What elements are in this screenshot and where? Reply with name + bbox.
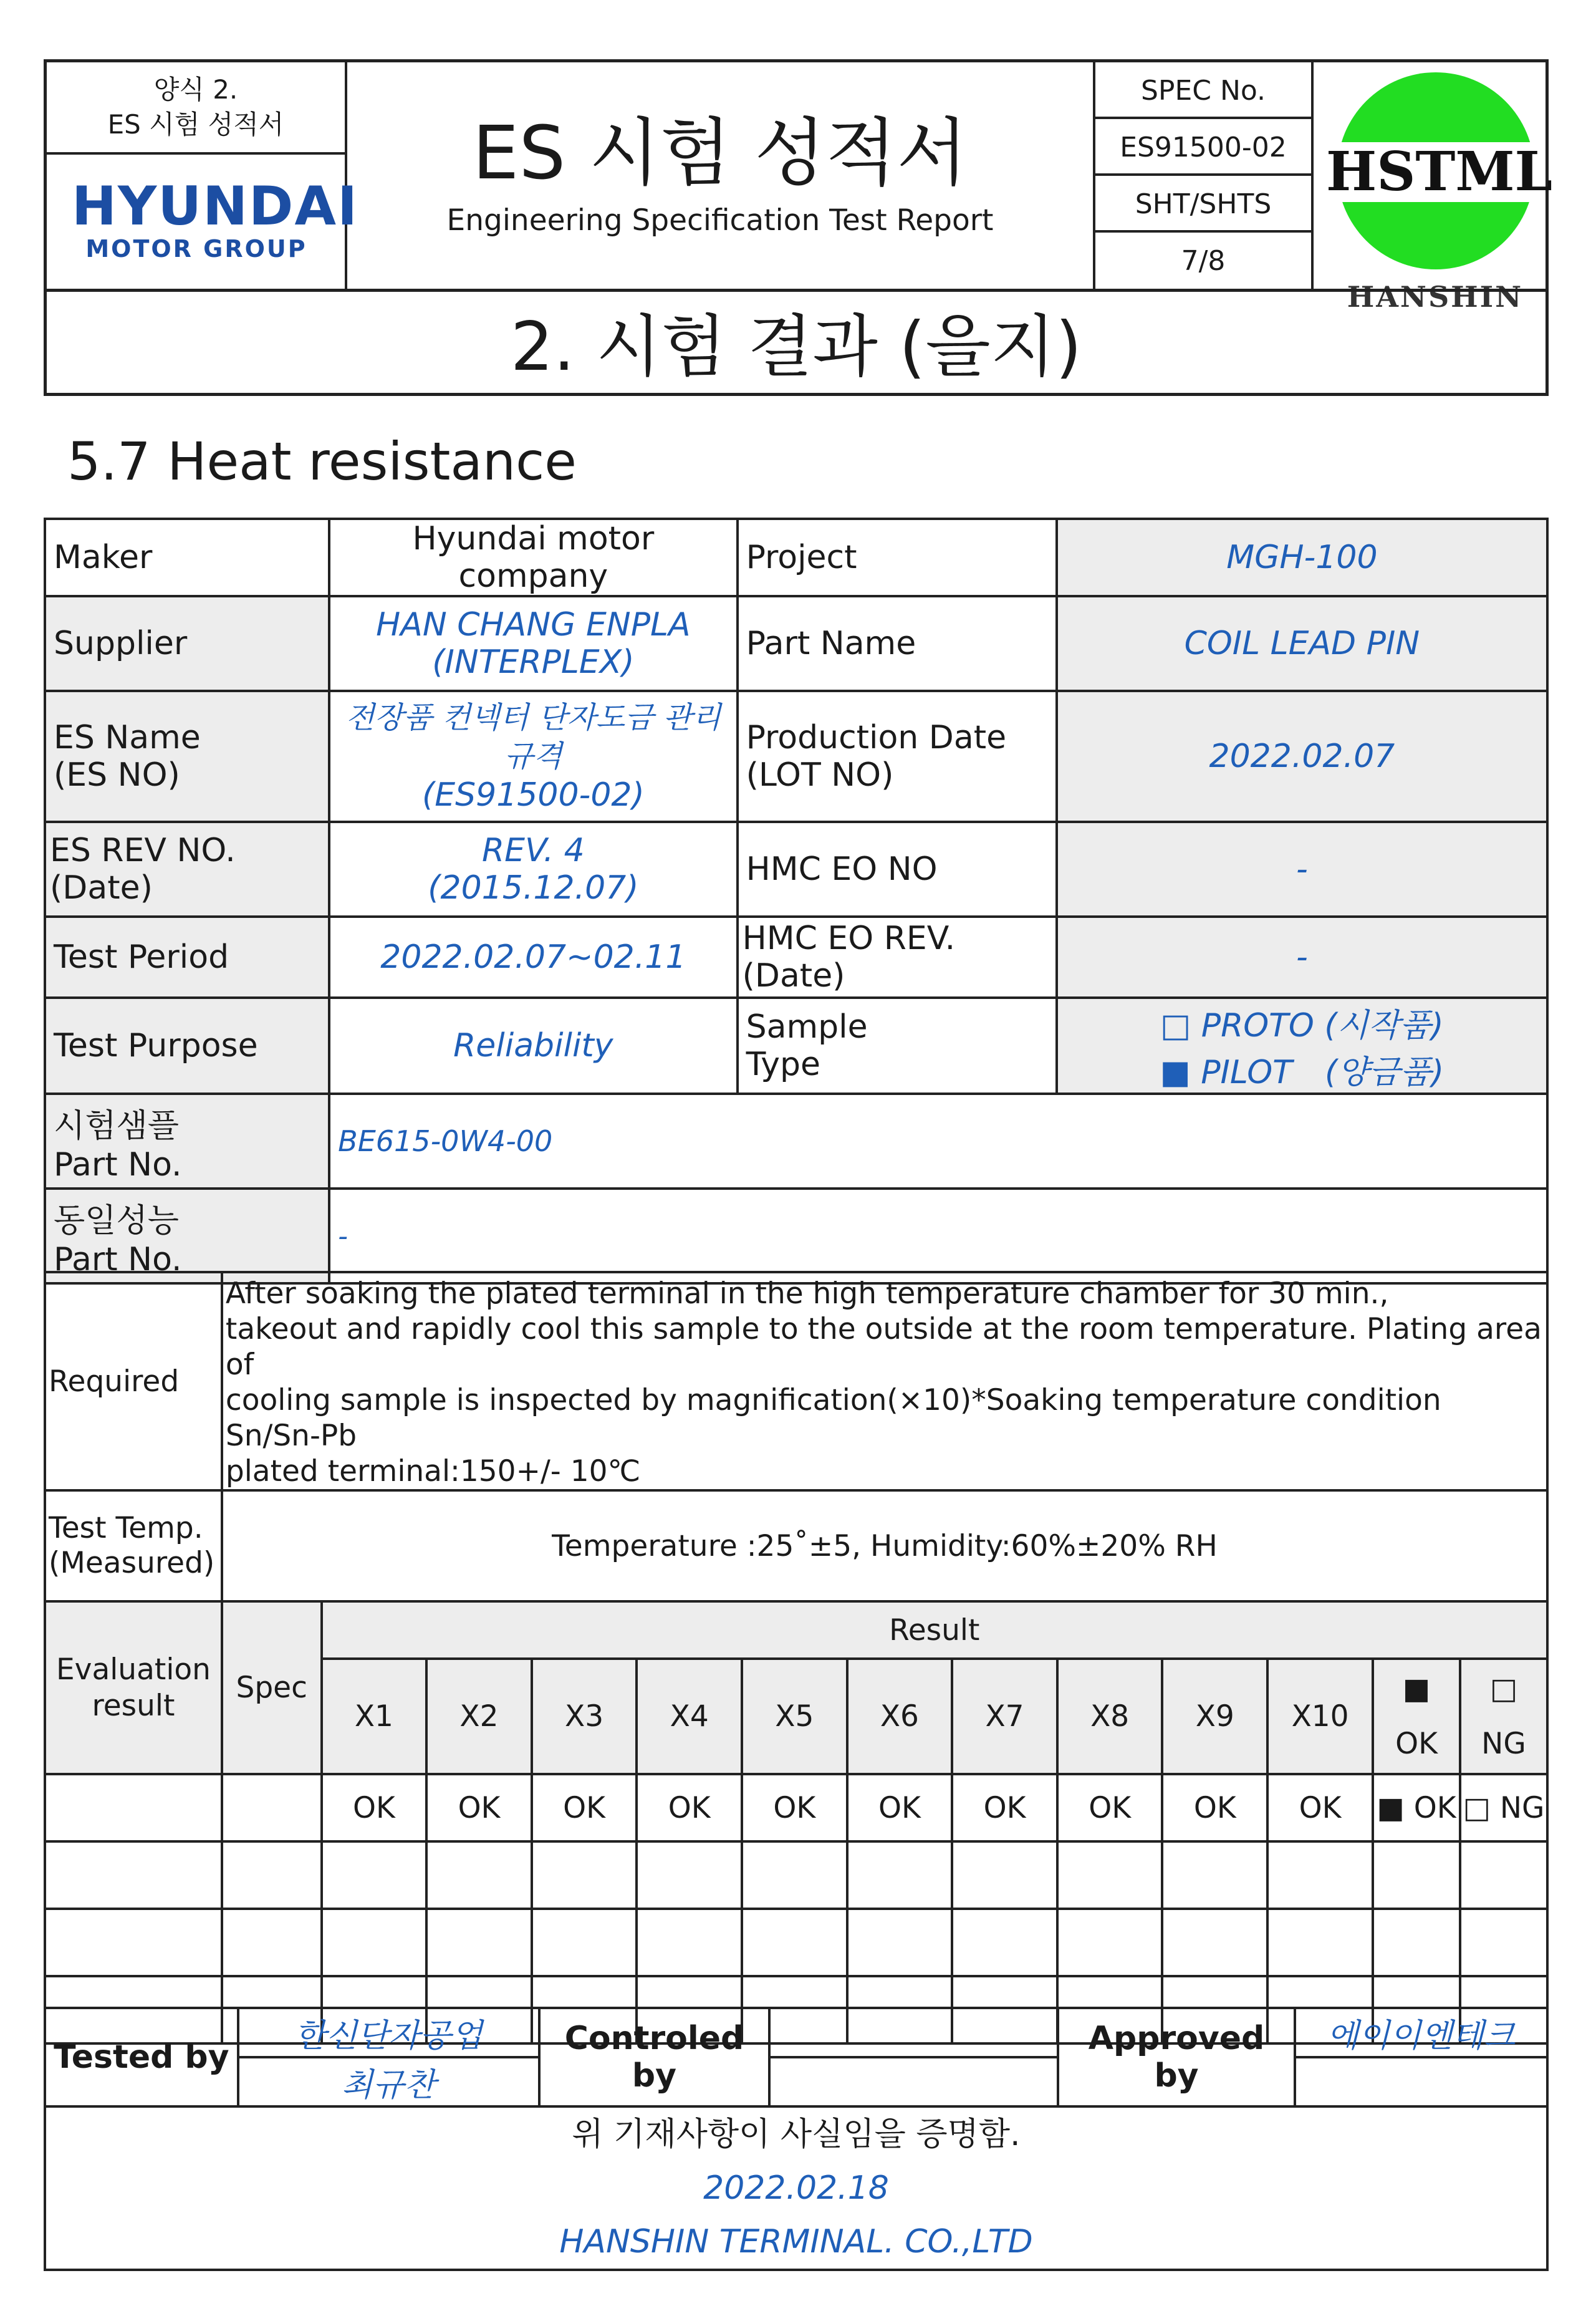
report-header: [44, 59, 1553, 396]
result-x3: OK: [532, 1774, 637, 1841]
column-x9: X9: [1162, 1659, 1267, 1774]
info-table: [44, 518, 1549, 1285]
sample-part-label-line1: 시험샘플: [54, 1107, 179, 1145]
table-cell: [1162, 1909, 1267, 1976]
result-table: [44, 1271, 1549, 2045]
spec-number: ES91500-02: [1095, 119, 1311, 176]
es-rev-value: [329, 822, 737, 917]
spec-type: SHT/SHTS: [1095, 176, 1311, 233]
form-label: [47, 62, 347, 155]
es-name-value: [329, 691, 737, 822]
project-value: MGH-100: [1057, 519, 1547, 596]
es-name-value-line1: 전장품 컨넥터 단자도금 관리: [345, 700, 721, 735]
required-label: Required: [45, 1272, 222, 1490]
table-cell: [222, 1841, 322, 1909]
es-name-value-line2: 규격: [504, 739, 562, 774]
table-cell: [322, 1909, 427, 1976]
sample-type-label-line1: Sample: [746, 1008, 868, 1046]
table-cell: [952, 1841, 1057, 1909]
title-box: [347, 62, 1095, 289]
table-cell: [532, 1909, 637, 1976]
table-cell: [1460, 1841, 1547, 1909]
hmc-eo-rev-value: -: [1057, 917, 1547, 998]
spec-column-label: Spec: [222, 1601, 322, 1774]
table-cell: [742, 1909, 847, 1976]
spec-box: [1095, 62, 1314, 289]
result-label: Result: [322, 1601, 1547, 1659]
table-cell: [1057, 1909, 1163, 1976]
es-name-label-line1: ES Name: [54, 719, 201, 756]
certification-block: [45, 2106, 1547, 2270]
signature-row-top: [45, 2008, 1547, 2057]
table-cell: [742, 1841, 847, 1909]
result-header-row: [45, 1601, 1547, 1659]
required-text-line3: cooling sample is inspected by magnification(×10)*Soaking temperature condition Sn/Sn-Pb: [225, 1383, 1441, 1453]
es-name-label: [45, 691, 329, 822]
result-ok: ■ OK: [1373, 1774, 1460, 1841]
table-cell: [532, 1841, 637, 1909]
controled-by-name: [769, 2057, 1058, 2106]
production-date-label-line2: (LOT NO): [746, 756, 894, 794]
column-x2: X2: [426, 1659, 532, 1774]
hyundai-logo-subtext: MOTOR GROUP: [85, 235, 307, 263]
table-cell: [1057, 1841, 1163, 1909]
table-cell: [45, 1774, 222, 1841]
supplier-value: [329, 596, 737, 691]
signature-row-bottom: [45, 2057, 1547, 2106]
tested-by-name: 최규찬: [238, 2057, 539, 2106]
info-row-same-perf: [45, 1189, 1547, 1283]
sample-part-label-line2: Part No.: [54, 1146, 182, 1184]
table-cell: [322, 1841, 427, 1909]
required-text: [222, 1272, 1547, 1490]
result-x4: OK: [637, 1774, 742, 1841]
sample-part-value: BE615-0W4-00: [329, 1094, 1547, 1189]
ng-checkbox-icon: □: [1489, 1671, 1518, 1706]
form-number: 양식 2.: [153, 74, 238, 105]
info-row-maker: [45, 519, 1547, 596]
es-rev-label: ES REV NO. (Date): [45, 822, 329, 917]
required-text-line2: takeout and rapidly cool this sample to the outside at the room temperature. Plating area of: [225, 1312, 1542, 1382]
evaluation-label: [45, 1601, 222, 1774]
table-cell: [1460, 1909, 1547, 1976]
same-perf-label-line1: 동일성능: [54, 1202, 179, 1240]
es-name-value-line3: (ES91500-02): [421, 776, 645, 814]
table-cell: [847, 1909, 953, 1976]
approved-by-label: Approved by: [1058, 2008, 1295, 2106]
tested-by-label: Tested by: [45, 2008, 238, 2106]
supplier-value-line1: HAN CHANG ENPLA: [376, 606, 691, 644]
table-cell: [1373, 1841, 1460, 1909]
sample-type-value: [1057, 998, 1547, 1094]
same-perf-label: [45, 1189, 329, 1283]
info-row-test-purpose: [45, 998, 1547, 1094]
spec-label: SPEC No.: [1095, 62, 1311, 119]
info-row-test-period: [45, 917, 1547, 998]
table-cell: [1162, 1841, 1267, 1909]
temp-label: [45, 1490, 222, 1601]
table-cell: [45, 1841, 222, 1909]
temp-label-line1: Test Temp.: [49, 1511, 203, 1545]
table-row: [45, 1841, 1547, 1909]
same-perf-value: -: [329, 1189, 1547, 1283]
production-date-label-line1: Production Date: [746, 719, 1007, 756]
test-period-value: 2022.02.07~02.11: [329, 917, 737, 998]
column-ok: [1373, 1659, 1460, 1774]
controled-by-label: Controled by: [539, 2008, 770, 2106]
ok-column-label: OK: [1395, 1726, 1438, 1761]
column-x4: X4: [637, 1659, 742, 1774]
maker-value: Hyundai motor company: [329, 519, 737, 596]
result-ng: □ NG: [1460, 1774, 1547, 1841]
hyundai-logo: [47, 155, 358, 289]
es-rev-value-line1: REV. 4: [482, 832, 585, 869]
certification-row: [45, 2106, 1547, 2270]
table-cell: [637, 1909, 742, 1976]
column-x6: X6: [847, 1659, 953, 1774]
page-number: 7/8: [1181, 245, 1226, 277]
report-subtitle: Engineering Specification Test Report: [446, 203, 994, 238]
hstml-logo: [1326, 67, 1553, 323]
info-row-supplier: [45, 596, 1547, 691]
column-x8: X8: [1057, 1659, 1163, 1774]
hanshin-text: HANSHIN: [1347, 280, 1524, 314]
maker-label: Maker: [45, 519, 329, 596]
test-period-label: Test Period: [45, 917, 329, 998]
evaluation-label-line2: result: [92, 1688, 175, 1723]
column-x1: X1: [322, 1659, 427, 1774]
hstml-logo-text: HSTML: [1326, 140, 1553, 203]
table-cell: [45, 1909, 222, 1976]
sample-part-label: [45, 1094, 329, 1189]
production-date-label: [738, 691, 1057, 822]
column-x10: X10: [1267, 1659, 1373, 1774]
sample-type-label-line2: Type: [746, 1046, 821, 1083]
part-name-value: COIL LEAD PIN: [1057, 596, 1547, 691]
evaluation-label-line1: Evaluation: [55, 1652, 211, 1687]
ng-column-label: NG: [1481, 1726, 1526, 1761]
certify-company: HANSHIN TERMINAL. CO.,LTD: [559, 2223, 1033, 2260]
result-x2: OK: [426, 1774, 532, 1841]
supplier-label: Supplier: [45, 596, 329, 691]
supplier-value-line2: (INTERPLEX): [432, 644, 635, 681]
table-row: [45, 1909, 1547, 1976]
section-title: 2. 시험 결과 (을지): [47, 289, 1546, 399]
hyundai-logo-wordmark: HYUNDAI: [72, 175, 358, 238]
project-label: Project: [738, 519, 1057, 596]
result-x10: OK: [1267, 1774, 1373, 1841]
certify-date: 2022.02.18: [703, 2169, 889, 2207]
production-date-value: 2022.02.07: [1057, 691, 1547, 822]
test-purpose-value: Reliability: [329, 998, 737, 1094]
table-cell: [222, 1909, 322, 1976]
approved-by-company: 에이이엔테크: [1295, 2008, 1547, 2057]
signature-table: [44, 2007, 1549, 2271]
required-text-line1: After soaking the plated terminal in the high temperature chamber for 30 min.,: [225, 1276, 1389, 1311]
result-x8: OK: [1057, 1774, 1163, 1841]
table-cell: [952, 1909, 1057, 1976]
hmc-eo-rev-label: HMC EO REV. (Date): [738, 917, 1057, 998]
column-x5: X5: [742, 1659, 847, 1774]
table-cell: [1373, 1909, 1460, 1976]
result-x9: OK: [1162, 1774, 1267, 1841]
table-cell: [847, 1841, 953, 1909]
temperature-row: [45, 1490, 1547, 1601]
required-text-line4: plated terminal:150+/- 10℃: [225, 1454, 641, 1488]
form-title: ES 시험 성적서: [107, 109, 284, 140]
table-cell: [1267, 1909, 1373, 1976]
hmc-eo-label: HMC EO NO: [738, 822, 1057, 917]
table-cell: [1267, 1841, 1373, 1909]
tested-by-company: 한신단자공업: [238, 2008, 539, 2057]
table-cell: [426, 1841, 532, 1909]
column-x7: X7: [952, 1659, 1057, 1774]
part-name-label: Part Name: [738, 596, 1057, 691]
hmc-eo-value: -: [1057, 822, 1547, 917]
es-name-label-line2: (ES NO): [54, 756, 180, 794]
same-perf-label-line2: Part No.: [54, 1240, 182, 1278]
result-x7: OK: [952, 1774, 1057, 1841]
result-x6: OK: [847, 1774, 953, 1841]
result-x5: OK: [742, 1774, 847, 1841]
table-cell: [426, 1909, 532, 1976]
info-row-es-name: [45, 691, 1547, 822]
sample-type-proto: □ PROTO (시작품): [1160, 1007, 1444, 1044]
info-row-sample-part: [45, 1094, 1547, 1189]
section-heading: 5.7 Heat resistance: [67, 431, 577, 492]
es-rev-value-line2: (2015.12.07): [428, 869, 639, 907]
report-title: ES 시험 성적서: [472, 110, 968, 196]
column-ng: [1460, 1659, 1547, 1774]
test-purpose-label: Test Purpose: [45, 998, 329, 1094]
certify-text: 위 기재사항이 사실임을 증명함.: [572, 2116, 1021, 2153]
column-x3: X3: [532, 1659, 637, 1774]
result-x1: OK: [322, 1774, 427, 1841]
temp-label-line2: (Measured): [49, 1546, 215, 1580]
sample-type-pilot: ■ PILOT (양금품): [1160, 1054, 1445, 1091]
temp-value: Temperature :25˚±5, Humidity:60%±20% RH: [222, 1490, 1547, 1601]
table-cell: [222, 1774, 322, 1841]
controled-by-signature: [769, 2008, 1058, 2057]
table-cell: [637, 1841, 742, 1909]
required-row: [45, 1272, 1547, 1490]
table-row: [45, 1774, 1547, 1841]
ok-checkbox-icon: ■: [1402, 1671, 1431, 1706]
sample-type-label: [738, 998, 1057, 1094]
info-row-es-rev: [45, 822, 1547, 917]
approved-by-name: [1295, 2057, 1547, 2106]
